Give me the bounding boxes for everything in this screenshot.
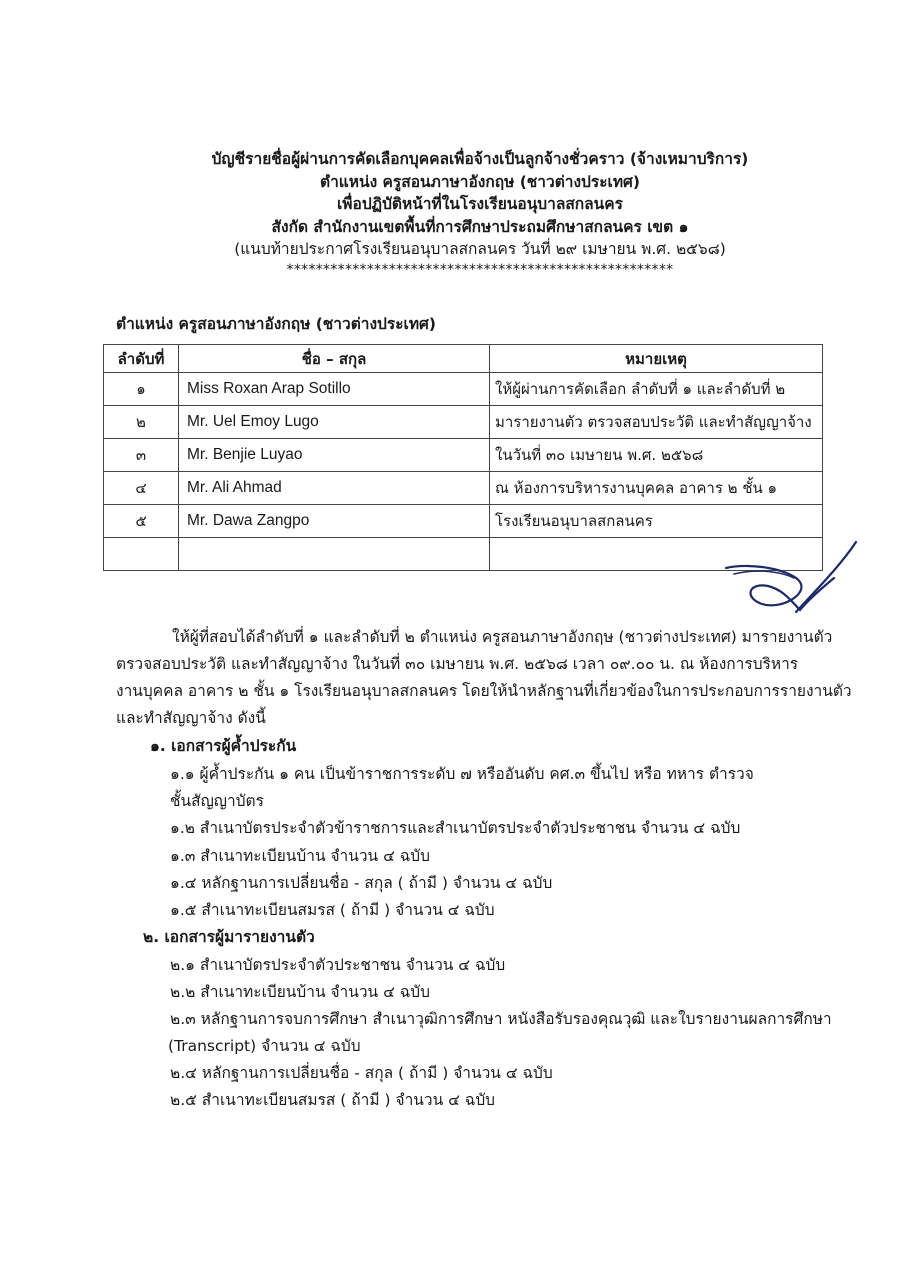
row-number: ๓ [104, 439, 179, 472]
row-remark: ณ ห้องการบริหารงานบุคคล อาคาร ๒ ชั้น ๑ [490, 472, 823, 505]
candidate-table [103, 344, 823, 571]
candidate-name: Mr. Benjie Luyao [179, 439, 490, 472]
list-item: ๒.๑ สำเนาบัตรประจำตัวประชาชน จำนวน ๔ ฉบับ [170, 956, 506, 974]
row-number [104, 538, 179, 571]
section-guarantor-title: ๑. เอกสารผู้ค้ำประกัน [150, 737, 297, 755]
table-row [104, 373, 823, 406]
candidate-name: Mr. Ali Ahmad [179, 472, 490, 505]
candidate-name: Mr. Uel Emoy Lugo [179, 406, 490, 439]
header-line-1: บัญชีรายชื่อผู้ผ่านการคัดเลือกบุคคลเพื่อจ้างเป็นลูกจ้างชั่วคราว (จ้างเหมาบริการ) [211, 150, 749, 168]
column-header-remark: หมายเหตุ [490, 345, 823, 373]
document-header [100, 148, 860, 278]
row-remark: ให้ผู้ผ่านการคัดเลือก ลำดับที่ ๑ และลำดับที่ ๒ [490, 373, 823, 406]
paragraph-line: และทำสัญญาจ้าง ดังนี้ [116, 709, 266, 727]
attachment-note: (แนบท้ายประกาศโรงเรียนอนุบาลสกลนคร วันที่ ๒๙ เมษายน พ.ศ. ๒๕๖๘) [234, 240, 726, 258]
section-reporter-title: ๒. เอกสารผู้มารายงานตัว [143, 928, 315, 946]
table-row [104, 505, 823, 538]
row-number: ๒ [104, 406, 179, 439]
handwritten-signature [722, 538, 862, 618]
list-item: ๑.๔ หลักฐานการเปลี่ยนชื่อ - สกุล ( ถ้ามี ) จำนวน ๔ ฉบับ [170, 874, 553, 892]
header-line-2: ตำแหน่ง ครูสอนภาษาอังกฤษ (ชาวต่างประเทศ) [320, 172, 640, 191]
table-row [104, 439, 823, 472]
list-item: ๒.๓ หลักฐานการจบการศึกษา สำเนาวุฒิการศึกษา หนังสือรับรองคุณวุฒิ และใบรายงานผลการศึกษา [170, 1010, 832, 1028]
column-header-name: ชื่อ – สกุล [179, 345, 490, 373]
list-item: (Transcript) จำนวน ๔ ฉบับ [168, 1037, 361, 1055]
paragraph-line: ตรวจสอบประวัติ และทำสัญญาจ้าง ในวันที่ ๓๐ เมษายน พ.ศ. ๒๕๖๘ เวลา ๐๙.๐๐ น. ณ ห้องการบริหาร [116, 655, 799, 673]
paragraph-line: ให้ผู้ที่สอบได้ลำดับที่ ๑ และลำดับที่ ๒ ตำแหน่ง ครูสอนภาษาอังกฤษ (ชาวต่างประเทศ) มารายงานตัว [172, 628, 833, 646]
candidate-name [179, 538, 490, 571]
position-title: ตำแหน่ง ครูสอนภาษาอังกฤษ (ชาวต่างประเทศ) [116, 315, 436, 333]
row-remark: ในวันที่ ๓๐ เมษายน พ.ศ. ๒๕๖๘ [490, 439, 823, 472]
row-number: ๑ [104, 373, 179, 406]
list-item: ๑.๑ ผู้ค้ำประกัน ๑ คน เป็นข้าราชการระดับ ๗ หรืออันดับ คศ.๓ ขึ้นไป หรือ ทหาร ตำรวจ [170, 765, 754, 783]
header-line-3: เพื่อปฏิบัติหน้าที่ในโรงเรียนอนุบาลสกลนคร [337, 195, 623, 213]
row-number: ๔ [104, 472, 179, 505]
list-item: ๑.๓ สำเนาทะเบียนบ้าน จำนวน ๔ ฉบับ [170, 847, 430, 865]
row-number: ๕ [104, 505, 179, 538]
header-line-4: สังกัด สำนักงานเขตพื้นที่การศึกษาประถมศึกษาสกลนคร เขต ๑ [271, 217, 689, 236]
table-row-empty [104, 538, 823, 571]
table-header-row [104, 345, 823, 373]
star-divider: ***************************************************** [286, 262, 674, 278]
column-header-order: ลำดับที่ [104, 345, 179, 373]
list-item: ๑.๒ สำเนาบัตรประจำตัวข้าราชการและสำเนาบัตรประจำตัวประชาชน จำนวน ๔ ฉบับ [170, 819, 741, 837]
list-item: ๑.๕ สำเนาทะเบียนสมรส ( ถ้ามี ) จำนวน ๔ ฉบับ [170, 901, 495, 919]
list-item: ชั้นสัญญาบัตร [170, 792, 264, 810]
candidate-name: Miss Roxan Arap Sotillo [179, 373, 490, 406]
table-row [104, 472, 823, 505]
paragraph-line: งานบุคคล อาคาร ๒ ชั้น ๑ โรงเรียนอนุบาลสกลนคร โดยให้นำหลักฐานที่เกี่ยวข้องในการประกอบการรายงานตัว [116, 682, 852, 700]
list-item: ๒.๒ สำเนาทะเบียนบ้าน จำนวน ๔ ฉบับ [170, 983, 430, 1001]
row-remark: โรงเรียนอนุบาลสกลนคร [490, 505, 823, 538]
list-item: ๒.๔ หลักฐานการเปลี่ยนชื่อ - สกุล ( ถ้ามี ) จำนวน ๔ ฉบับ [170, 1064, 553, 1082]
candidate-name: Mr. Dawa Zangpo [179, 505, 490, 538]
table-row [104, 406, 823, 439]
instruction-paragraph [116, 624, 852, 732]
row-remark: มารายงานตัว ตรวจสอบประวัติ และทำสัญญาจ้าง [490, 406, 823, 439]
list-item: ๒.๕ สำเนาทะเบียนสมรส ( ถ้ามี ) จำนวน ๔ ฉบับ [170, 1091, 495, 1109]
